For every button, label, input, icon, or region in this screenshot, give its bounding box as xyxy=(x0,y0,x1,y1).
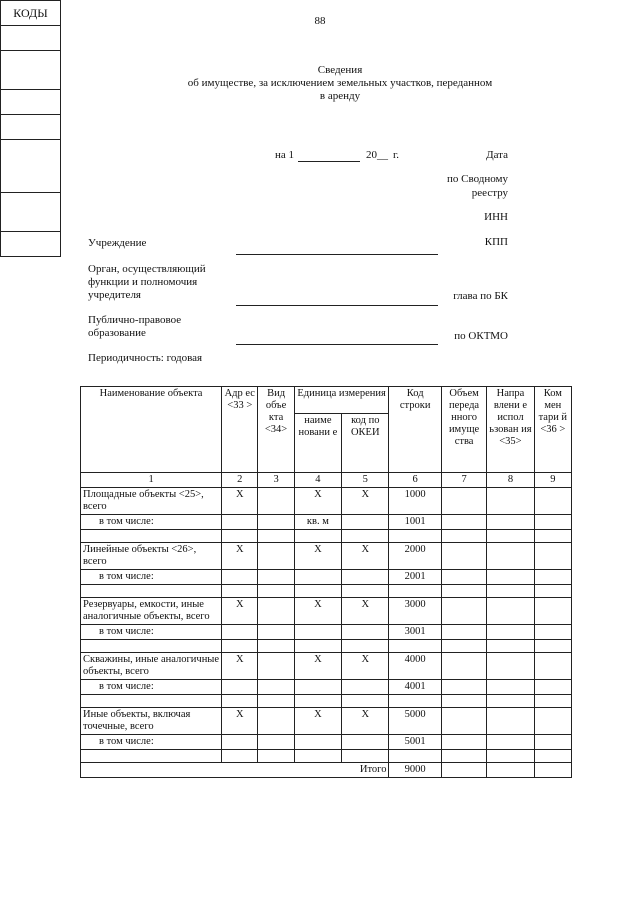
unit-name-cell xyxy=(294,680,341,695)
label-organ-1: Орган, осуществляющий xyxy=(88,263,206,275)
row-code-cell: 3000 xyxy=(389,598,441,625)
codes-table xyxy=(0,0,61,257)
type-cell[interactable] xyxy=(258,708,294,735)
code-kpp-cell[interactable] xyxy=(1,115,61,140)
blank-cell[interactable] xyxy=(81,640,222,653)
label-institution: Учреждение xyxy=(88,237,147,249)
total-label: Итого xyxy=(81,763,389,778)
type-cell[interactable] xyxy=(258,515,294,530)
comment-cell[interactable] xyxy=(534,625,571,640)
unit-name-cell: X xyxy=(294,598,341,625)
label-organ-3: учредителя xyxy=(88,289,141,301)
address-cell[interactable] xyxy=(222,625,258,640)
date-underline[interactable] xyxy=(298,161,360,162)
volume-cell[interactable] xyxy=(441,543,486,570)
blank-row xyxy=(81,695,572,708)
organ-underline[interactable] xyxy=(236,305,438,306)
blank-cell[interactable] xyxy=(294,530,341,543)
unit-name-cell: X xyxy=(294,543,341,570)
unit-code-cell: X xyxy=(342,488,389,515)
blank-cell[interactable] xyxy=(294,695,341,708)
unit-code-cell: X xyxy=(342,653,389,680)
total-value-cell[interactable] xyxy=(487,763,534,778)
type-cell[interactable] xyxy=(258,680,294,695)
blank-cell[interactable] xyxy=(294,750,341,763)
table-row xyxy=(81,708,572,735)
header-unit-name: наиме новани е xyxy=(294,414,341,473)
col-number: 9 xyxy=(534,473,571,488)
date-suffix: г. xyxy=(393,149,400,161)
blank-cell[interactable] xyxy=(342,750,389,763)
blank-cell[interactable] xyxy=(389,530,441,543)
row-code-cell: 3001 xyxy=(389,625,441,640)
subtotal-row xyxy=(81,680,572,695)
object-name: Линейные объекты <26>, всего xyxy=(81,543,222,570)
type-cell[interactable] xyxy=(258,625,294,640)
direction-cell[interactable] xyxy=(487,598,534,625)
type-cell[interactable] xyxy=(258,598,294,625)
page-number: 88 xyxy=(314,15,326,27)
col-number: 2 xyxy=(222,473,258,488)
direction-cell[interactable] xyxy=(487,570,534,585)
label-registry-2: реестру xyxy=(471,187,508,199)
col-number: 7 xyxy=(441,473,486,488)
address-cell: X xyxy=(222,653,258,680)
comment-cell[interactable] xyxy=(534,515,571,530)
direction-cell[interactable] xyxy=(487,515,534,530)
direction-cell[interactable] xyxy=(487,708,534,735)
unit-name-cell xyxy=(294,735,341,750)
volume-cell[interactable] xyxy=(441,625,486,640)
comment-cell[interactable] xyxy=(534,680,571,695)
blank-cell[interactable] xyxy=(222,530,258,543)
unit-code-cell[interactable] xyxy=(342,625,389,640)
blank-cell[interactable] xyxy=(342,695,389,708)
object-name: Площадные объекты <25>, всего xyxy=(81,488,222,515)
row-code-cell: 4001 xyxy=(389,680,441,695)
total-value-cell[interactable] xyxy=(534,763,571,778)
blank-cell[interactable] xyxy=(441,530,486,543)
blank-cell[interactable] xyxy=(487,750,534,763)
row-code-cell: 4000 xyxy=(389,653,441,680)
address-cell: X xyxy=(222,543,258,570)
title-line-3: в аренду xyxy=(319,90,361,102)
subtotal-row xyxy=(81,625,572,640)
code-date-cell[interactable] xyxy=(1,26,61,51)
column-numbers-row xyxy=(81,473,572,488)
blank-cell[interactable] xyxy=(487,530,534,543)
blank-cell[interactable] xyxy=(534,530,571,543)
sub-label: в том числе: xyxy=(81,625,222,640)
document-title xyxy=(100,64,580,103)
blank-cell[interactable] xyxy=(389,695,441,708)
blank-cell[interactable] xyxy=(222,585,258,598)
institution-underline[interactable] xyxy=(236,254,438,255)
total-value-cell[interactable] xyxy=(441,763,486,778)
blank-cell[interactable] xyxy=(294,585,341,598)
row-code-cell: 5000 xyxy=(389,708,441,735)
unit-name-cell: X xyxy=(294,488,341,515)
subtotal-row xyxy=(81,515,572,530)
unit-code-cell[interactable] xyxy=(342,735,389,750)
unit-name-cell: X xyxy=(294,653,341,680)
sub-label: в том числе: xyxy=(81,735,222,750)
address-cell: X xyxy=(222,598,258,625)
sub-label: в том числе: xyxy=(81,570,222,585)
blank-cell[interactable] xyxy=(258,530,294,543)
header-address: Адр ес <33 > xyxy=(222,387,258,473)
unit-name-cell: X xyxy=(294,708,341,735)
type-cell[interactable] xyxy=(258,543,294,570)
header-type: Вид объе кта <34> xyxy=(258,387,294,473)
blank-cell[interactable] xyxy=(487,640,534,653)
object-name: Скважины, иные аналогичные объекты, всего xyxy=(81,653,222,680)
address-cell: X xyxy=(222,488,258,515)
blank-cell[interactable] xyxy=(487,695,534,708)
col-number: 1 xyxy=(81,473,222,488)
address-cell: X xyxy=(222,708,258,735)
type-cell[interactable] xyxy=(258,488,294,515)
row-code-cell: 1001 xyxy=(389,515,441,530)
blank-row xyxy=(81,750,572,763)
unit-name-cell xyxy=(294,625,341,640)
blank-cell[interactable] xyxy=(258,640,294,653)
volume-cell[interactable] xyxy=(441,515,486,530)
blank-cell[interactable] xyxy=(258,585,294,598)
blank-row xyxy=(81,530,572,543)
type-cell[interactable] xyxy=(258,570,294,585)
direction-cell[interactable] xyxy=(487,653,534,680)
codes-header: КОДЫ xyxy=(1,1,61,26)
type-cell[interactable] xyxy=(258,653,294,680)
col-number: 8 xyxy=(487,473,534,488)
blank-cell[interactable] xyxy=(258,750,294,763)
address-cell[interactable] xyxy=(222,735,258,750)
volume-cell[interactable] xyxy=(441,488,486,515)
blank-cell[interactable] xyxy=(342,585,389,598)
blank-cell[interactable] xyxy=(222,640,258,653)
col-number: 5 xyxy=(342,473,389,488)
volume-cell[interactable] xyxy=(441,570,486,585)
object-name: Иные объекты, включая точечные, всего xyxy=(81,708,222,735)
comment-cell[interactable] xyxy=(534,708,571,735)
code-oktmo-cell[interactable] xyxy=(1,193,61,232)
table-row xyxy=(81,653,572,680)
blank-cell[interactable] xyxy=(534,585,571,598)
blank-cell[interactable] xyxy=(81,585,222,598)
address-cell[interactable] xyxy=(222,680,258,695)
unit-name-cell: кв. м xyxy=(294,515,341,530)
header-comment: Ком мен тари й <36 > xyxy=(534,387,571,473)
unit-code-cell: X xyxy=(342,708,389,735)
comment-cell[interactable] xyxy=(534,488,571,515)
label-bk: глава по БК xyxy=(453,290,508,302)
subtotal-row xyxy=(81,735,572,750)
blank-cell[interactable] xyxy=(441,695,486,708)
comment-cell[interactable] xyxy=(534,653,571,680)
blank-cell[interactable] xyxy=(389,640,441,653)
blank-cell[interactable] xyxy=(81,530,222,543)
blank-cell[interactable] xyxy=(342,640,389,653)
blank-cell[interactable] xyxy=(441,640,486,653)
label-registry-1: по Сводному xyxy=(446,173,508,185)
comment-cell[interactable] xyxy=(534,598,571,625)
comment-cell[interactable] xyxy=(534,570,571,585)
header-code: Код строки xyxy=(389,387,441,473)
direction-cell[interactable] xyxy=(487,735,534,750)
title-line-1: Сведения xyxy=(317,64,363,76)
type-cell[interactable] xyxy=(258,735,294,750)
label-date: Дата xyxy=(486,149,508,161)
blank-cell[interactable] xyxy=(222,750,258,763)
blank-cell[interactable] xyxy=(222,695,258,708)
code-inn-cell[interactable] xyxy=(1,90,61,115)
row-code-cell: 5001 xyxy=(389,735,441,750)
volume-cell[interactable] xyxy=(441,653,486,680)
blank-cell[interactable] xyxy=(441,750,486,763)
code-bk-cell[interactable] xyxy=(1,140,61,193)
public-underline[interactable] xyxy=(236,344,438,345)
label-public-1: Публично-правовое xyxy=(88,314,182,326)
blank-cell[interactable] xyxy=(81,750,222,763)
blank-cell[interactable] xyxy=(534,695,571,708)
blank-cell[interactable] xyxy=(342,530,389,543)
subtotal-row xyxy=(81,570,572,585)
col-number: 3 xyxy=(258,473,294,488)
blank-row xyxy=(81,640,572,653)
label-organ-2: функции и полномочия xyxy=(88,276,198,288)
blank-cell[interactable] xyxy=(389,750,441,763)
blank-cell[interactable] xyxy=(258,695,294,708)
direction-cell[interactable] xyxy=(487,543,534,570)
blank-cell[interactable] xyxy=(534,750,571,763)
object-name: Резервуары, емкости, иные аналогичные объекты, всего xyxy=(81,598,222,625)
blank-cell[interactable] xyxy=(81,695,222,708)
label-public xyxy=(88,314,181,340)
comment-cell[interactable] xyxy=(534,735,571,750)
row-code-cell: 2000 xyxy=(389,543,441,570)
date-prefix: на 1 xyxy=(275,149,295,161)
label-inn: ИНН xyxy=(484,211,508,223)
table-row xyxy=(81,488,572,515)
header-unit: Единица измерения xyxy=(294,387,389,414)
label-organ xyxy=(88,263,206,302)
blank-cell[interactable] xyxy=(441,585,486,598)
label-oktmo: по ОКТМО xyxy=(454,330,508,342)
label-periodicity: Периодичность: годовая xyxy=(88,352,203,364)
header-volume: Объем переда нного имуще ства xyxy=(441,387,486,473)
volume-cell[interactable] xyxy=(441,598,486,625)
blank-cell[interactable] xyxy=(487,585,534,598)
volume-cell[interactable] xyxy=(441,680,486,695)
header-unit-code: код по ОКЕИ xyxy=(342,414,389,473)
label-public-2: образование xyxy=(88,327,146,339)
header-name: Наименование объекта xyxy=(81,387,222,473)
address-cell[interactable] xyxy=(222,515,258,530)
direction-cell[interactable] xyxy=(487,680,534,695)
sub-label: в том числе: xyxy=(81,680,222,695)
unit-code-cell[interactable] xyxy=(342,680,389,695)
title-line-2: об имуществе, за исключением земельных участков, переданном xyxy=(187,77,493,89)
blank-cell[interactable] xyxy=(389,585,441,598)
code-period-cell[interactable] xyxy=(1,232,61,257)
volume-cell[interactable] xyxy=(441,735,486,750)
unit-name-cell xyxy=(294,570,341,585)
code-registry-cell[interactable] xyxy=(1,51,61,90)
direction-cell[interactable] xyxy=(487,625,534,640)
col-number: 4 xyxy=(294,473,341,488)
row-code-cell: 1000 xyxy=(389,488,441,515)
table-row xyxy=(81,598,572,625)
col-number: 6 xyxy=(389,473,441,488)
comment-cell[interactable] xyxy=(534,543,571,570)
unit-code-cell: X xyxy=(342,543,389,570)
address-cell[interactable] xyxy=(222,570,258,585)
blank-cell[interactable] xyxy=(534,640,571,653)
total-row xyxy=(81,763,572,778)
row-code-cell: 2001 xyxy=(389,570,441,585)
header-direction: Напра влени е испол ьзован ия <35> xyxy=(487,387,534,473)
table-row xyxy=(81,543,572,570)
volume-cell[interactable] xyxy=(441,708,486,735)
total-code: 9000 xyxy=(389,763,441,778)
unit-code-cell[interactable] xyxy=(342,570,389,585)
property-table xyxy=(80,386,572,778)
blank-row xyxy=(81,585,572,598)
direction-cell[interactable] xyxy=(487,488,534,515)
sub-label: в том числе: xyxy=(81,515,222,530)
label-kpp: КПП xyxy=(484,236,508,248)
date-year: 20__ xyxy=(366,149,388,161)
blank-cell[interactable] xyxy=(294,640,341,653)
unit-code-cell: X xyxy=(342,598,389,625)
unit-code-cell[interactable] xyxy=(342,515,389,530)
